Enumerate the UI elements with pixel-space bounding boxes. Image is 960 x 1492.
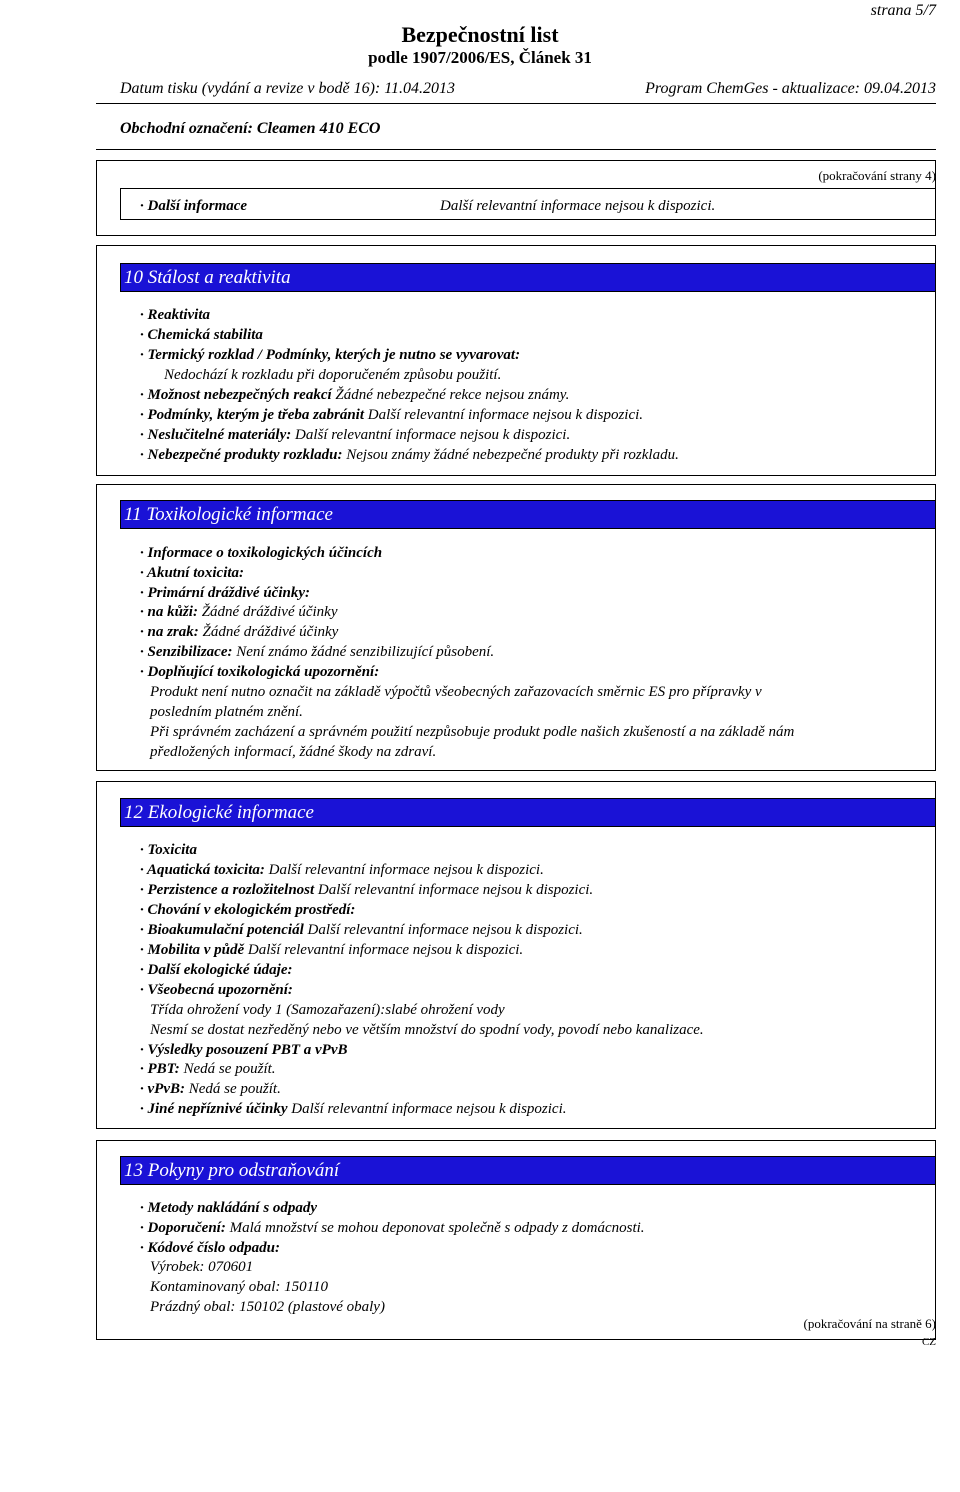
s13-recommendation: · Doporučení: Malá množství se mohou deponovat společně s odpady z domácnosti.	[140, 1220, 645, 1236]
section-11-title: 11 Toxikologické informace	[120, 500, 936, 529]
s12-persistence: · Perzistence a rozložitelnost Další relevantní informace nejsou k dispozici.	[140, 882, 594, 898]
s12-behaviour: · Chování v ekologickém prostředí:	[140, 902, 356, 918]
s11-sensitization: · Senzibilizace: Není známo žádné senzibilizující působení.	[140, 644, 495, 660]
s13-empty-packaging: Prázdný obal: 150102 (plastové obaly)	[150, 1299, 385, 1315]
s12-general-notes: · Všeobecná upozornění:	[140, 982, 293, 998]
s10-decomposition-products: · Nebezpečné produkty rozkladu: Nejsou známy žádné nebezpečné produkty při rozkladu.	[140, 447, 679, 463]
s11-text-2: posledním platném znění.	[150, 704, 303, 720]
section-10-title: 10 Stálost a reaktivita	[120, 263, 936, 292]
additional-info-value: Další relevantní informace nejsou k dispozici.	[440, 198, 716, 214]
document-title: Bezpečnostní list	[401, 22, 559, 47]
s12-additional-data: · Další ekologické údaje:	[140, 962, 293, 978]
document-subtitle: podle 1907/2006/ES, Článek 31	[368, 48, 592, 67]
s10-reactivity: · Reaktivita	[140, 307, 210, 323]
s12-other-effects: · Jiné nepříznivé účinky Další relevantní informace nejsou k dispozici.	[140, 1101, 567, 1117]
header-rule	[96, 103, 936, 104]
s12-vpvb: · vPvB: Nedá se použít.	[140, 1081, 281, 1097]
s10-thermal-decomposition: · Termický rozklad / Podmínky, kterých je nutno se vyvarovat:	[140, 347, 521, 363]
s11-acute-toxicity: · Akutní toxicita:	[140, 565, 245, 581]
s10-chemical-stability: · Chemická stabilita	[140, 327, 263, 343]
s12-mobility: · Mobilita v půdě Další relevantní informace nejsou k dispozici.	[140, 942, 524, 958]
s11-text-3: Při správném zacházení a správném použití nezpůsobuje produkt podle našich zkušeností a na základě nám	[150, 724, 795, 740]
s12-bioaccumulation: · Bioakumulační potenciál Další relevantní informace nejsou k dispozici.	[140, 922, 583, 938]
s12-pbt: · PBT: Nedá se použít.	[140, 1061, 276, 1077]
s12-water-hazard: Třída ohrožení vody 1 (Samozařazení):slabé ohrožení vody	[150, 1002, 505, 1018]
section-13-title: 13 Pokyny pro odstraňování	[120, 1156, 936, 1185]
s11-additional-info: · Doplňující toxikologická upozornění:	[140, 664, 380, 680]
s10-conditions-to-avoid: · Podmínky, kterým je třeba zabránit Další relevantní informace nejsou k dispozici.	[140, 407, 644, 423]
page-number: strana 5/7	[870, 2, 936, 19]
header-rule-2	[96, 149, 936, 150]
s11-skin: · na kůži: Žádné dráždivé účinky	[140, 604, 338, 620]
s13-contaminated-packaging: Kontaminovaný obal: 150110	[150, 1279, 329, 1295]
print-date: Datum tisku (vydání a revize v bodě 16): 11.04.2013	[120, 80, 456, 97]
s13-waste-methods: · Metody nakládání s odpady	[140, 1200, 318, 1216]
s11-text-4: předložených informací, žádné škody na zdraví.	[150, 744, 437, 760]
s11-eye: · na zrak: Žádné dráždivé účinky	[140, 624, 339, 640]
s12-aquatic-toxicity: · Aquatická toxicita: Další relevantní informace nejsou k dispozici.	[140, 862, 544, 878]
s12-pbt-results: · Výsledky posouzení PBT a vPvB	[140, 1042, 348, 1058]
program-version: Program ChemGes - aktualizace: 09.04.2013	[645, 80, 936, 97]
continued-to: (pokračování na straně 6)	[803, 1316, 936, 1331]
s12-toxicity: · Toxicita	[140, 842, 197, 858]
additional-info-label: · Další informace	[140, 198, 248, 214]
s12-do-not-release: Nesmí se dostat nezředěný nebo ve větším množství do spodní vody, povodí nebo kanalizace.	[150, 1022, 704, 1038]
language-code: CZ	[921, 1336, 936, 1348]
section-12-title: 12 Ekologické informace	[120, 798, 936, 827]
continued-from: (pokračování strany 4)	[818, 168, 936, 183]
s11-text-1: Produkt není nutno označit na základě výpočtů všeobecných zařazovacích směrnic ES pro přípravky v	[150, 684, 762, 700]
s10-no-decomposition: Nedochází k rozkladu při doporučeném způsobu použití.	[164, 367, 502, 383]
s11-primary-irritant: · Primární dráždivé účinky:	[140, 585, 311, 601]
s11-toxicological-effects: · Informace o toxikologických účincích	[140, 545, 383, 561]
s10-hazardous-reactions: · Možnost nebezpečných reakcí Žádné nebezpečné rekce nejsou známy.	[140, 387, 570, 403]
s10-incompatible-materials: · Neslučitelné materiály: Další relevantní informace nejsou k dispozici.	[140, 427, 571, 443]
trade-name: Obchodní označení: Cleamen 410 ECO	[120, 120, 381, 137]
s13-waste-code: · Kódové číslo odpadu:	[140, 1240, 280, 1256]
s13-product-code: Výrobek: 070601	[150, 1259, 254, 1275]
